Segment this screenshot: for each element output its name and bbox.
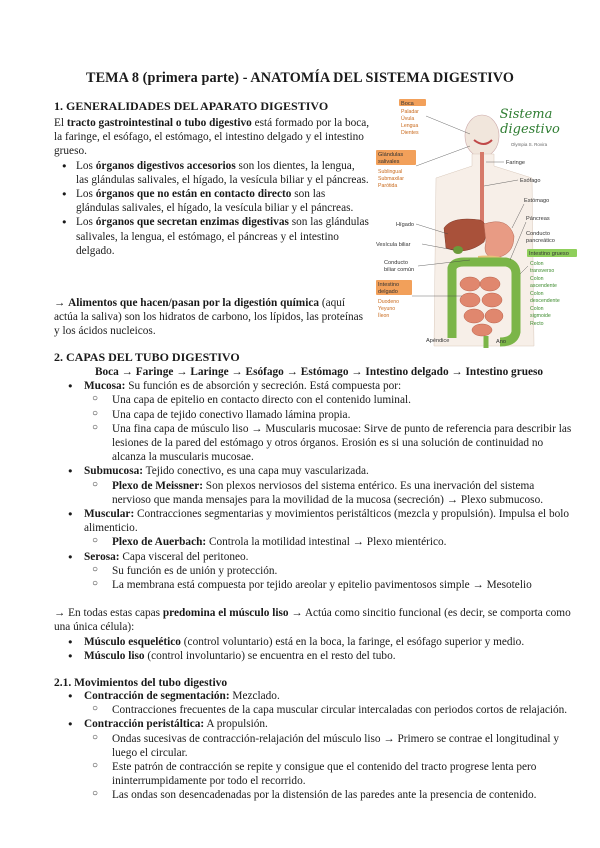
figure-title-line1: Sistema (499, 107, 553, 122)
svg-text:Yeyuno: Yeyuno (378, 306, 396, 312)
list-item: ● Submucosa: Tejido conectivo, es una capa muy vascularizada. (54, 464, 574, 478)
sub-item: ○ Plexo de Meissner: Son plexos nerviosos del sistema entérico. Es una inervación del sistema nervioso que manda mensajes para la movilidad de la mucosa (secreción) → Plexo submucoso. (54, 479, 574, 507)
list-item: ● Músculo liso (control involuntario) se encuentra en el resto del tubo. (54, 649, 574, 663)
list-item: ● Los órganos que secretan enzimas digestivas son las glándulas salivales, la lengua, el estómago, el páncreas y el intestino delgado. (54, 215, 370, 258)
sub-item: ○ La membrana está compuesta por tejido areolar y epitelio pavimentosos simple → Mesotelio (54, 578, 574, 592)
sub-item: ○ Este patrón de contracción se repite y consigue que el contenido del tracto progrese lenta pero ininterrumpidamente por todo el recorrido. (54, 760, 574, 788)
digestive-flow: Boca → Faringe → Laringe → Esófago → Estómago → Intestino delgado → Intestino grueso (94, 366, 544, 378)
sub-item: ○ Ondas sucesivas de contracción-relajación del músculo liso → Primero se contrae el longitudinal y luego el circular. (54, 732, 574, 760)
list-item: ● Los órganos digestivos accesorios son los dientes, la lengua, las glándulas salivales, el hígado, la vesícula biliar y el páncreas. (54, 159, 370, 187)
list-item: ● Mucosa: Su función es de absorción y secreción. Está compuesta por: (54, 379, 574, 393)
svg-text:Submaxilar: Submaxilar (378, 176, 404, 182)
label-pancreas: Páncreas (526, 216, 550, 222)
svg-text:Dientes: Dientes (401, 130, 419, 136)
svg-text:Colon: Colon (530, 276, 544, 282)
label-apendice: Apéndice (426, 338, 450, 344)
svg-text:ascendente: ascendente (530, 283, 557, 289)
sub-item: ○ Una capa de epitelio en contacto directo con el contenido luminal. (54, 393, 574, 407)
movements-list (54, 689, 574, 803)
muscle-list (54, 635, 574, 663)
label-faringe: Faringe (506, 160, 525, 166)
svg-text:delgado: delgado (378, 289, 398, 295)
svg-text:Colon: Colon (530, 261, 544, 267)
svg-text:Conducto: Conducto (384, 260, 408, 266)
sub-item: ○ Una fina capa de músculo liso → Muscularis mucosae: Sirve de punto de referencia para describir las lesiones de la pared del estómago y otros órganos. Erosión es si una solución de continuidad no alcanza la muscularis mucosae. (54, 422, 574, 465)
label-boca: Boca (401, 101, 414, 107)
label-esofago: Esófago (520, 178, 541, 184)
label-estomago: Estómago (524, 198, 550, 204)
list-item: ● Muscular: Contracciones segmentarias y movimientos peristálticos (mezcla y propulsión). Impulsa el bolo alimenticio. (54, 507, 574, 535)
label-ano: Ano (496, 339, 506, 345)
svg-text:Duodeno: Duodeno (378, 299, 400, 305)
svg-text:biliar común: biliar común (384, 267, 415, 273)
chemical-digestion-note: → Alimentos que hacen/pasan por la digestión química (aquí actúa la saliva) son los hidratos de carbono, los lípidos, las proteínas y los ácidos nucleicos. (54, 297, 364, 338)
label-intestino-delgado: Intestino (378, 282, 400, 288)
section-1 (54, 99, 370, 258)
head-shape (465, 115, 499, 157)
svg-text:Colon: Colon (530, 306, 544, 312)
gallbladder-shape (453, 246, 463, 254)
sub-item: ○ Contracciones frecuentes de la capa muscular circular intercaladas con periodos cortos de relajación. (54, 703, 574, 717)
svg-text:Parótida: Parótida (378, 183, 398, 189)
svg-text:Úvula: Úvula (401, 116, 415, 122)
section-1-heading: 1. GENERALIDADES DEL APARATO DIGESTIVO (54, 99, 329, 113)
sub-item: ○ Plexo de Auerbach: Controla la motilidad intestinal → Plexo mientérico. (54, 535, 574, 549)
organ-list (54, 159, 370, 258)
section-1-intro: El tracto gastrointestinal o tubo digestivo está formado por la boca, la faringe, el esófago, el estómago, el intestino delgado y el intestino grueso. (54, 117, 370, 158)
svg-text:salivales: salivales (378, 159, 400, 165)
svg-text:Lengua: Lengua (401, 123, 419, 129)
svg-text:Sublingual: Sublingual (378, 169, 403, 175)
svg-text:sigmoide: sigmoide (530, 313, 551, 319)
svg-text:Recto: Recto (530, 321, 544, 327)
section-2-heading: 2. CAPAS DEL TUBO DIGESTIVO (54, 350, 240, 364)
sub-item: ○ Las ondas son desencadenadas por la distensión de las paredes ante la presencia de contenido. (54, 788, 574, 802)
page-title: TEMA 8 (primera parte) - ANATOMÍA DEL SISTEMA DIGESTIVO (86, 70, 514, 86)
svg-text:transverso: transverso (530, 268, 555, 274)
section-2-1-heading: 2.1. Movimientos del tubo digestivo (54, 677, 228, 690)
figure-title-line2: digestivo (500, 122, 560, 137)
list-item: ● Contracción de segmentación: Mezclado. (54, 689, 574, 703)
digestive-system-illustration (374, 96, 584, 352)
list-item: ● Los órganos que no están en contacto directo son las glándulas salivales, el hígado, la vesícula biliar y el páncreas. (54, 187, 370, 215)
svg-text:pancreático: pancreático (526, 238, 555, 244)
list-item: ● Músculo esquelético (control voluntario) está en la boca, la faringe, el esófago superior y medio. (54, 635, 574, 649)
figure-subtitle: Olympia S. Rovira (510, 142, 548, 147)
svg-text:descendente: descendente (530, 298, 560, 304)
list-item: ● Serosa: Capa visceral del peritoneo. (54, 550, 574, 564)
label-intestino-grueso: Intestino grueso (529, 251, 569, 257)
label-glandulas: Glándulas (378, 152, 404, 158)
section-2 (54, 350, 574, 803)
label-higado: Hígado (396, 222, 415, 228)
sub-item: ○ Su función es de unión y protección. (54, 564, 574, 578)
svg-text:Conducto: Conducto (526, 231, 550, 237)
label-vesicula: Vesícula biliar (376, 242, 411, 248)
layers-list (54, 379, 574, 592)
svg-text:Colon: Colon (530, 291, 544, 297)
svg-text:Íleon: Íleon (378, 313, 390, 319)
svg-text:Paladar: Paladar (401, 109, 419, 115)
sub-item: ○ Una capa de tejido conectivo llamado lámina propia. (54, 408, 574, 422)
smooth-muscle-note: → En todas estas capas predomina el músculo liso → Actúa como sincitio funcional (es decir, se comporta como una única célula): (54, 607, 571, 634)
list-item: ● Contracción peristáltica: A propulsión. (54, 717, 574, 731)
